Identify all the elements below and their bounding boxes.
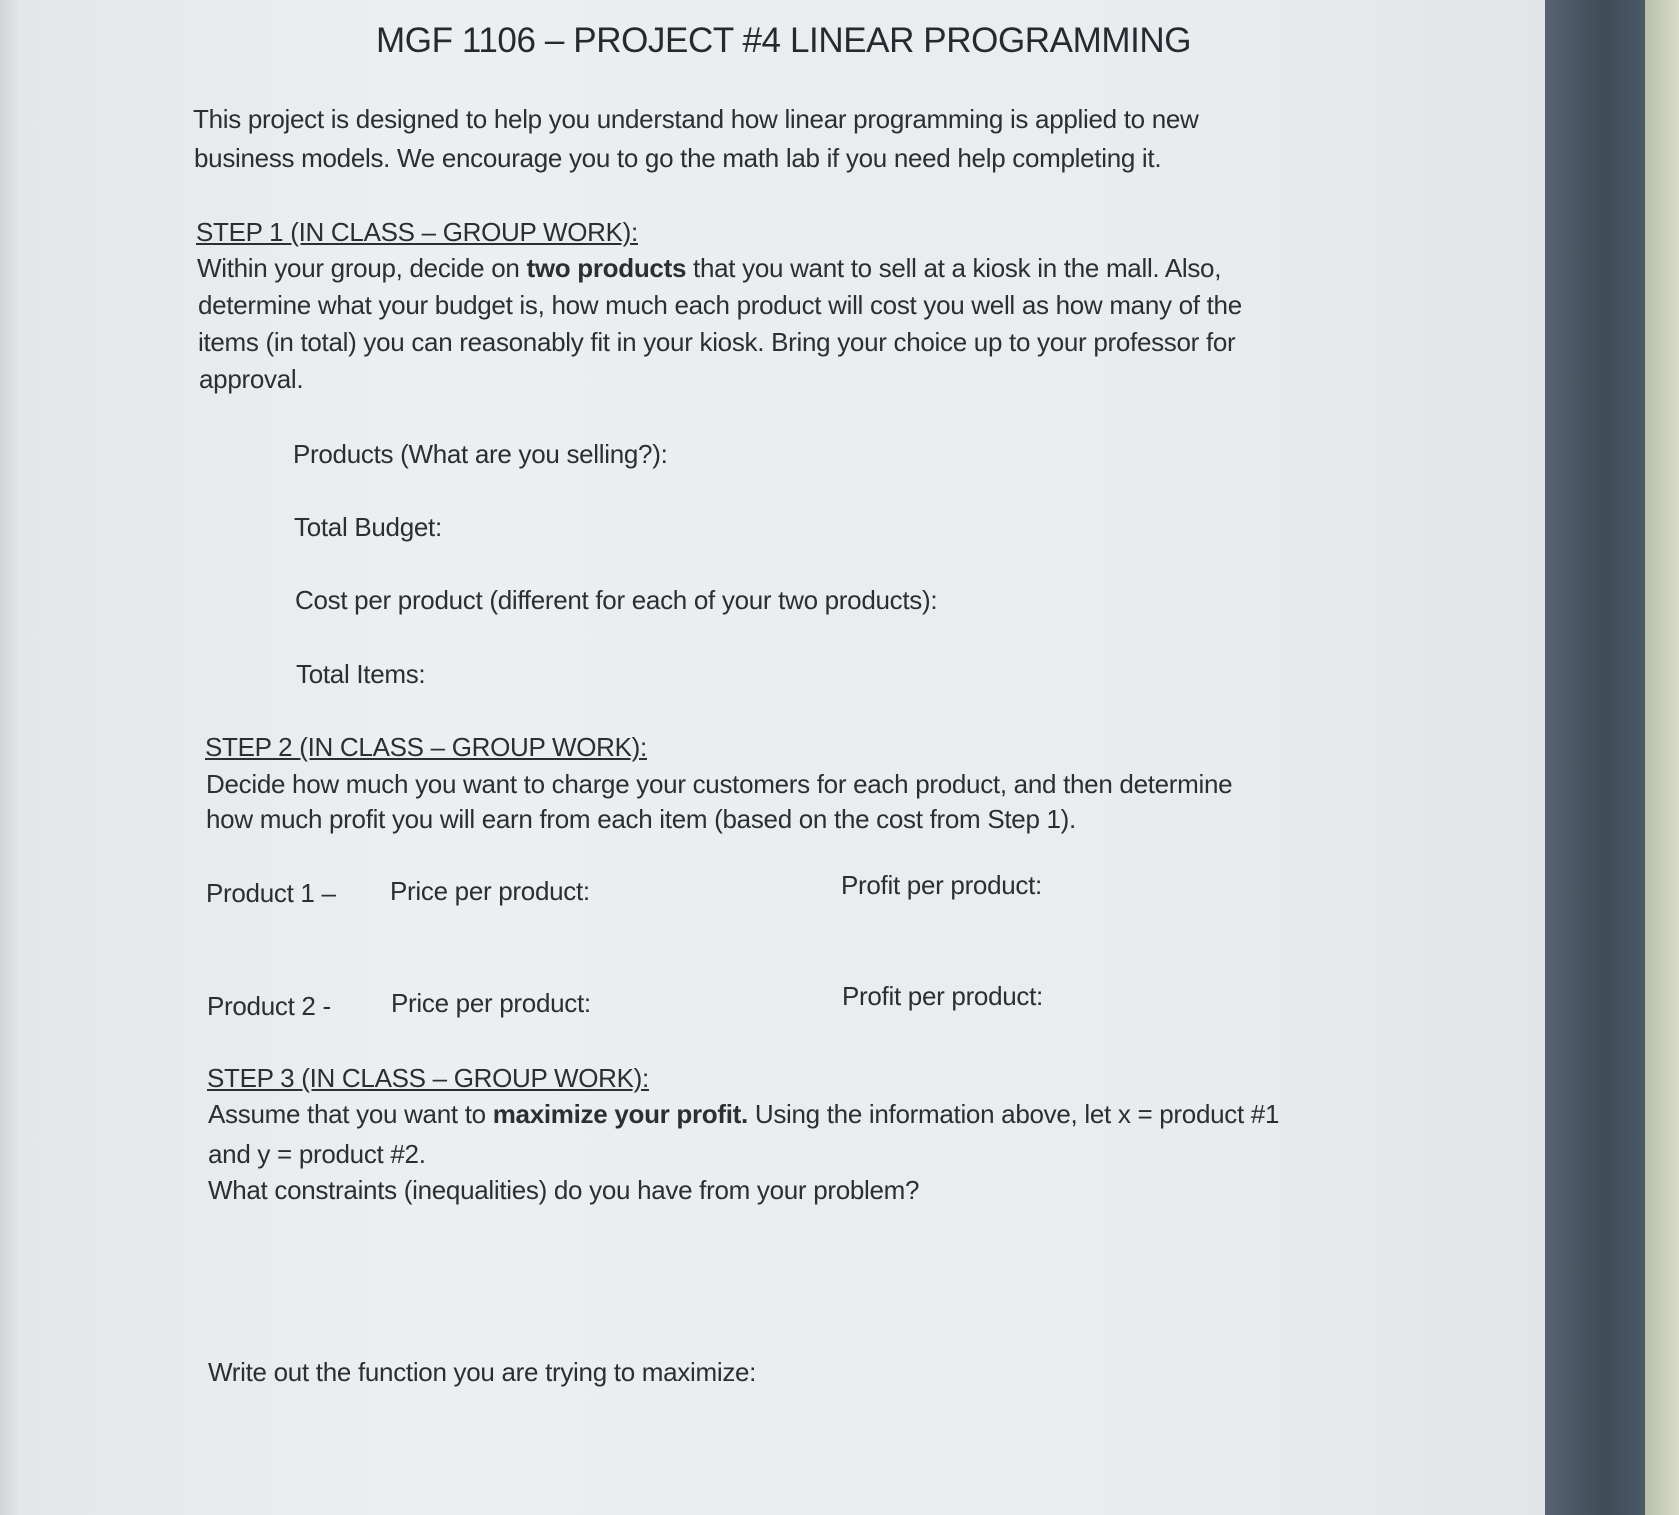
text: that you want to sell at a kiosk in the mall. Also,	[686, 253, 1222, 283]
text: Within your group, decide on	[197, 253, 527, 283]
field-cost-per-product: Cost per product (different for each of your two products):	[295, 585, 938, 615]
product1-profit-label: Profit per product:	[841, 870, 1042, 900]
step3-heading: STEP 3 (IN CLASS – GROUP WORK):	[207, 1063, 649, 1093]
field-products: Products (What are you selling?):	[293, 439, 668, 469]
step3-line: Write out the function you are trying to maximize:	[208, 1357, 757, 1387]
step1-heading: STEP 1 (IN CLASS – GROUP WORK):	[196, 217, 638, 247]
page-title: MGF 1106 – PROJECT #4 LINEAR PROGRAMMING	[376, 21, 1192, 60]
field-total-items: Total Items:	[296, 659, 426, 689]
step3-line	[208, 1098, 1279, 1132]
text: Using the information above, let x = product #1	[747, 1099, 1280, 1129]
field-total-budget: Total Budget:	[294, 512, 442, 542]
product1-price-label: Price per product:	[390, 876, 590, 906]
product2-price-label: Price per product:	[391, 988, 591, 1018]
background-edge	[1645, 0, 1679, 1515]
step1-line: approval.	[199, 364, 304, 394]
bold-text: two products	[526, 253, 687, 283]
step2-line: how much profit you will earn from each item (based on the cost from Step 1).	[206, 804, 1076, 834]
intro-line: business models. We encourage you to go the math lab if you need help completing it.	[194, 143, 1162, 173]
step1-line: determine what your budget is, how much each product will cost you well as how many of the	[198, 290, 1242, 320]
product1-label: Product 1 –	[206, 878, 336, 908]
intro-line: This project is designed to help you understand how linear programming is applied to new	[193, 104, 1199, 134]
step3-line: What constraints (inequalities) do you have from your problem?	[208, 1175, 920, 1205]
bold-text: maximize your profit.	[492, 1099, 748, 1129]
step2-line: Decide how much you want to charge your customers for each product, and then determine	[206, 769, 1233, 799]
monitor-bezel	[1545, 0, 1645, 1515]
product2-profit-label: Profit per product:	[842, 981, 1043, 1011]
step3-line: and y = product #2.	[208, 1139, 426, 1169]
step2-heading: STEP 2 (IN CLASS – GROUP WORK):	[205, 732, 647, 762]
text: Assume that you want to	[208, 1099, 493, 1129]
product2-label: Product 2 -	[207, 991, 331, 1021]
step1-line: items (in total) you can reasonably fit in your kiosk. Bring your choice up to your professor for	[198, 327, 1236, 357]
step1-line	[197, 252, 1221, 286]
